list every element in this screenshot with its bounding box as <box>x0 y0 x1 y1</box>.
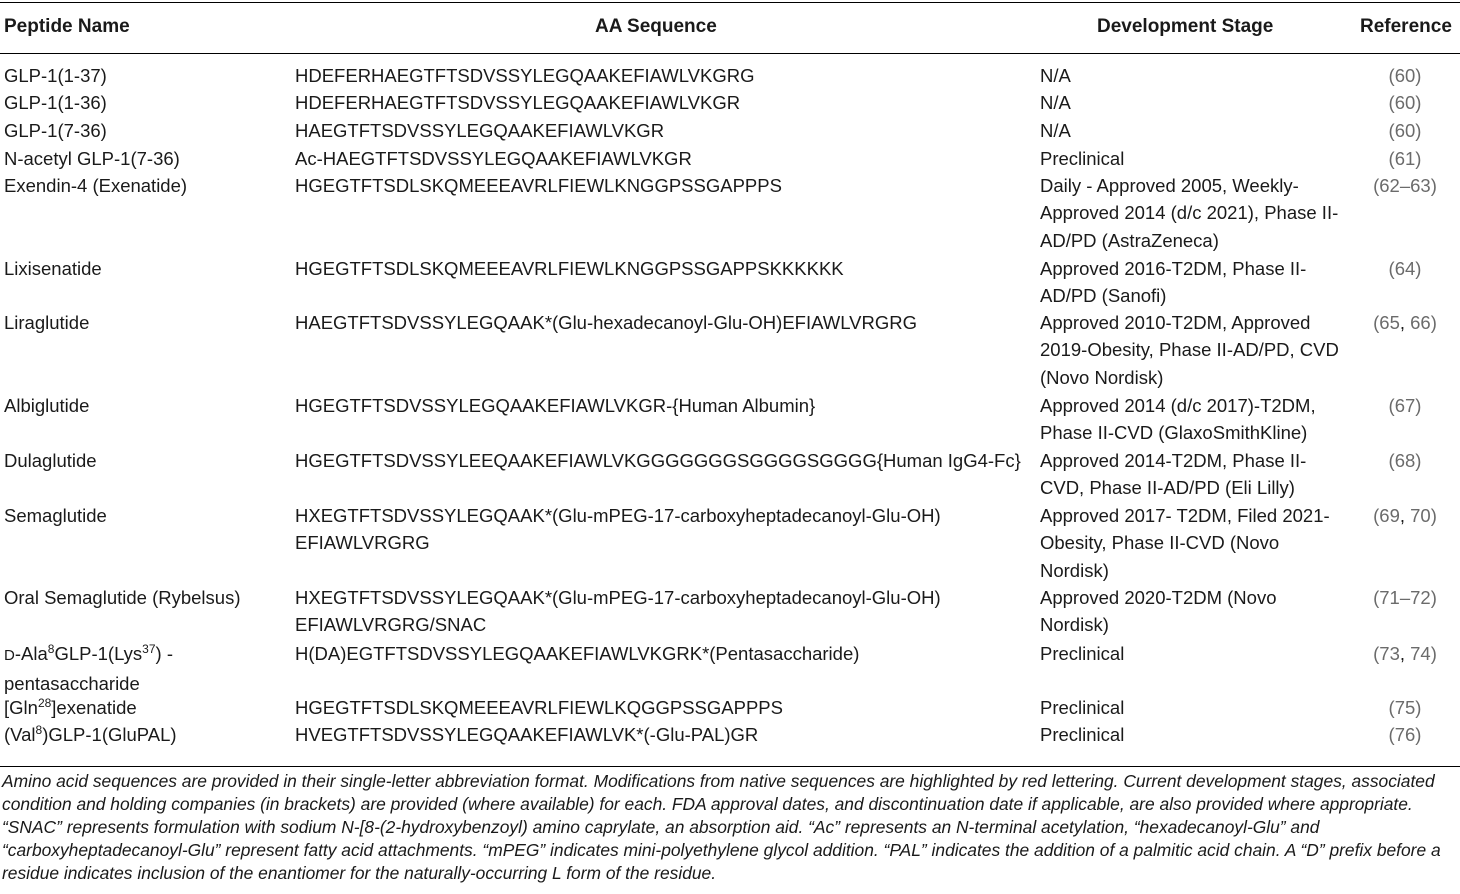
reference-link[interactable]: 73 <box>1379 643 1400 664</box>
aa-sequence: HGEGTFTSDVSSYLEGQAAKEFIAWLVKGR-{Human Albumin} <box>295 395 816 416</box>
reference-link[interactable]: 69 <box>1379 505 1400 526</box>
peptide-name <box>4 694 279 724</box>
aa-sequence: HGEGTFTSDVSSYLEEQAAKEFIAWLVKGGGGGGGSGGGGSGGGG{Human IgG4-Fc} <box>295 450 1021 471</box>
reference-separator: , <box>1399 505 1411 526</box>
peptide-name: Semaglutide <box>4 505 107 526</box>
reference-cell: (68) <box>1388 450 1422 471</box>
peptide-name: N-acetyl GLP-1(7-36) <box>4 148 180 169</box>
development-stage: Approved 2014 (d/c 2017)-T2DM, Phase II-CVD (GlaxoSmithKline) <box>1040 395 1316 444</box>
reference-link[interactable]: 61 <box>1394 148 1416 169</box>
superscript: 8 <box>47 642 55 656</box>
table-bottom-rule <box>0 766 1460 767</box>
reference-link[interactable]: 67 <box>1394 395 1416 416</box>
development-stage: N/A <box>1040 92 1071 113</box>
development-stage: Preclinical <box>1040 697 1125 718</box>
reference-cell: (73, 74) <box>1373 643 1437 664</box>
peptide-name: GLP-1(1-37) <box>4 65 107 86</box>
reference-link[interactable]: 76 <box>1394 724 1416 745</box>
peptide-name: Albiglutide <box>4 395 90 416</box>
peptide-name-line <box>4 721 279 751</box>
reference-link[interactable]: 75 <box>1394 697 1416 718</box>
reference-link[interactable]: 66 <box>1410 312 1431 333</box>
reference-link[interactable]: 65 <box>1379 312 1400 333</box>
reference-separator: , <box>1399 643 1411 664</box>
peptide-name: Dulaglutide <box>4 450 97 471</box>
reference-link[interactable]: 68 <box>1394 450 1416 471</box>
superscript: 37 <box>142 642 156 656</box>
table-footnote: Amino acid sequences are provided in their single-letter abbreviation format. Modifications from native sequences are highlighted by red lettering. Current development stages, associated condition and holding companies (in brackets) are provided (where available) for each. FDA approval dates, and discontinuation date if applicable, are also provided where appropriate. “SNAC” represents formulation with sodium N-[8-(2-hydroxybenzoyl) amino caprylate, an absorption aid. “Ac” represents an N-terminal acetylation, “hexadecanoyl-Glu” and “carboxyheptadecanoyl-Glu” represent fatty acid attachments. “mPEG” indicates mini-polyethylene glycol addition. “PAL” indicates the addition of a palmitic acid chain. A “D” prefix before a residue indicates inclusion of the enantiomer for the naturally-occurring L form of the residue. <box>2 771 1441 883</box>
name-part: GLP-1(Lys <box>54 643 143 664</box>
peptide-name: GLP-1(1-36) <box>4 92 107 113</box>
header-aa-sequence: AA Sequence <box>595 16 717 37</box>
reference-cell: (67) <box>1388 395 1422 416</box>
d-prefix: D <box>4 647 15 664</box>
header-reference: Reference <box>1360 16 1452 37</box>
header-peptide-name: Peptide Name <box>4 16 130 37</box>
reference-separator: , <box>1399 312 1411 333</box>
development-stage: N/A <box>1040 65 1071 86</box>
reference-link[interactable]: 64 <box>1394 258 1416 279</box>
reference-cell: (65, 66) <box>1373 312 1437 333</box>
peptide-name-line <box>4 640 279 670</box>
reference-cell: (62–63) <box>1373 175 1437 196</box>
reference-link[interactable]: 62–63 <box>1379 175 1431 196</box>
aa-sequence: Ac-HAEGTFTSDVSSYLEGQAAKEFIAWLVKGR <box>295 148 692 169</box>
development-stage: N/A <box>1040 120 1071 141</box>
peptide-name: Exendin-4 (Exenatide) <box>4 175 188 196</box>
peptide-name <box>4 721 279 751</box>
development-stage: Preclinical <box>1040 148 1125 169</box>
peptide-name: Lixisenatide <box>4 258 102 279</box>
reference-cell: (60) <box>1388 92 1422 113</box>
reference-cell: (69, 70) <box>1373 505 1437 526</box>
reference-link[interactable]: 71–72 <box>1379 587 1431 608</box>
table-header-rule <box>0 53 1460 54</box>
reference-link[interactable]: 60 <box>1394 65 1416 86</box>
reference-link[interactable]: 60 <box>1394 92 1416 113</box>
reference-cell: (75) <box>1388 697 1422 718</box>
superscript: 28 <box>37 696 52 710</box>
header-development-stage: Development Stage <box>1097 16 1274 37</box>
table-top-rule <box>0 2 1460 3</box>
reference-cell: (61) <box>1388 148 1422 169</box>
aa-sequence: HXEGTFTSDVSSYLEGQAAK*(Glu-mPEG-17-carboxyheptadecanoyl-Glu-OH) EFIAWLVRGRG <box>295 505 941 554</box>
development-stage: Approved 2014-T2DM, Phase II-CVD, Phase II-AD/PD (Eli Lilly) <box>1040 450 1307 499</box>
reference-cell: (76) <box>1388 724 1422 745</box>
reference-link[interactable]: 60 <box>1394 120 1416 141</box>
name-part: ) - <box>155 643 173 664</box>
development-stage: Approved 2017- T2DM, Filed 2021-Obesity, Phase II-CVD (Novo Nordisk) <box>1040 505 1330 581</box>
reference-cell: (71–72) <box>1373 587 1437 608</box>
aa-sequence: HDEFERHAEGTFTSDVSSYLEGQAAKEFIAWLVKGR <box>295 92 741 113</box>
reference-cell: (64) <box>1388 258 1422 279</box>
reference-link[interactable]: 70 <box>1410 505 1431 526</box>
aa-sequence: H(DA)EGTFTSDVSSYLEGQAAKEFIAWLVKGRK*(Pentasaccharide) <box>295 643 860 664</box>
development-stage: Approved 2016-T2DM, Phase II-AD/PD (Sanofi) <box>1040 258 1307 307</box>
reference-cell: (60) <box>1388 65 1422 86</box>
peptide-name-line <box>4 694 279 724</box>
aa-sequence: HAEGTFTSDVSSYLEGQAAKEFIAWLVKGR <box>295 120 665 141</box>
name-part: )GLP-1(GluPAL) <box>42 724 177 745</box>
aa-sequence: HDEFERHAEGTFTSDVSSYLEGQAAKEFIAWLVKGRG <box>295 65 755 86</box>
aa-sequence: HXEGTFTSDVSSYLEGQAAK*(Glu-mPEG-17-carboxyheptadecanoyl-Glu-OH) EFIAWLVRGRG/SNAC <box>295 587 941 636</box>
development-stage: Daily - Approved 2005, Weekly-Approved 2014 (d/c 2021), Phase II-AD/PD (AstraZeneca) <box>1040 175 1339 251</box>
peptide-name: GLP-1(7-36) <box>4 120 107 141</box>
reference-link[interactable]: 74 <box>1410 643 1431 664</box>
aa-sequence: HGEGTFTSDLSKQMEEEAVRLFIEWLKNGGPSSGAPPSKKKKKK <box>295 258 844 279</box>
development-stage: Approved 2010-T2DM, Approved 2019-Obesity, Phase II-AD/PD, CVD (Novo Nordisk) <box>1040 312 1339 388</box>
aa-sequence: HGEGTFTSDLSKQMEEEAVRLFIEWLKNGGPSSGAPPPS <box>295 175 782 196</box>
name-part: [Gln <box>4 697 38 718</box>
aa-sequence: HVEGTFTSDVSSYLEGQAAKEFIAWLVK*(-Glu-PAL)GR <box>295 724 759 745</box>
superscript: 8 <box>35 723 43 737</box>
peptide-name <box>4 640 279 698</box>
development-stage: Preclinical <box>1040 724 1125 745</box>
development-stage: Approved 2020-T2DM (Novo Nordisk) <box>1040 587 1277 636</box>
peptide-name: Oral Semaglutide (Rybelsus) <box>4 587 241 608</box>
name-part: -Ala <box>14 643 48 664</box>
peptide-name: Liraglutide <box>4 312 90 333</box>
name-part: (Val <box>4 724 36 745</box>
development-stage: Preclinical <box>1040 643 1125 664</box>
name-part: ]exenatide <box>51 697 137 718</box>
aa-sequence: HGEGTFTSDLSKQMEEEAVRLFIEWLKQGGPSSGAPPPS <box>295 697 783 718</box>
name-continuation: pentasaccharide <box>4 673 140 695</box>
reference-cell: (60) <box>1388 120 1422 141</box>
aa-sequence: HAEGTFTSDVSSYLEGQAAK*(Glu-hexadecanoyl-Glu-OH)EFIAWLVRGRG <box>295 312 917 333</box>
